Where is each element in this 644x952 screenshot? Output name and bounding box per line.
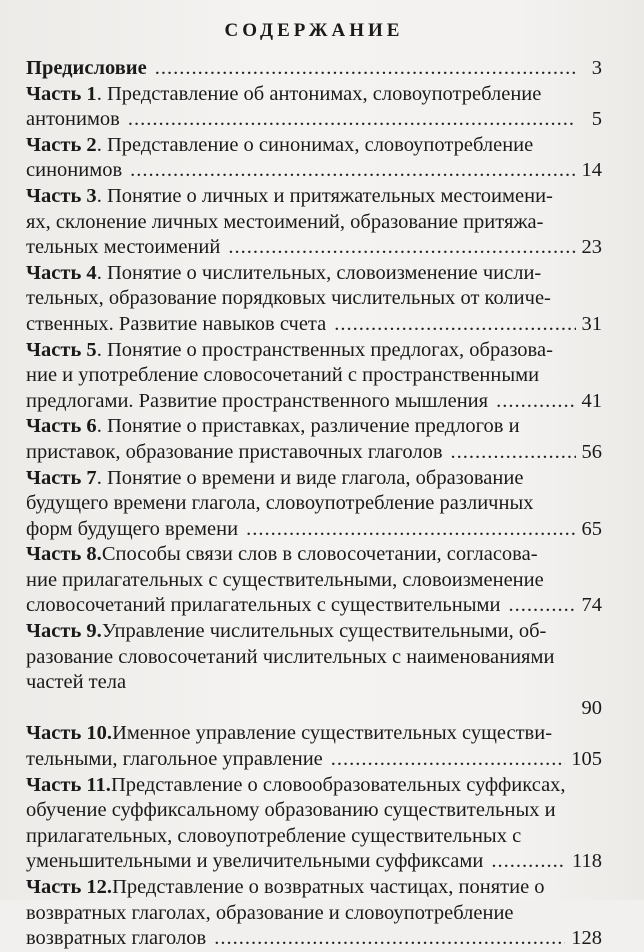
leader-dots (246, 517, 575, 543)
entry-text: . Понятие о пространственных предлогах, образова- (96, 338, 553, 361)
page-number: 90 (581, 696, 602, 719)
entry-text: Представление о возвратных частицах, понятие о (112, 876, 545, 898)
entry-text: . Понятие о личных и притяжательных местоимени- (96, 184, 553, 207)
entry-heading: Часть 7 (26, 466, 97, 489)
entry-heading: Предисловие (26, 57, 147, 79)
entry-text: синонимов (26, 159, 123, 182)
entry-text: . Представление об антонимах, словоупотребление (96, 82, 542, 105)
page-number: 74 (581, 594, 602, 617)
entry-text: возвратных глаголах, образование и словоупотребление (26, 901, 514, 924)
toc-entry-part-2 (26, 133, 602, 184)
entry-heading: Часть 2 (26, 133, 97, 156)
leader-dots (491, 849, 566, 875)
entry-text: предлогами. Развитие пространственного мышления (26, 389, 489, 412)
entry-text: Именное управление существительных существи- (112, 722, 553, 745)
table-of-contents (26, 16, 602, 952)
page-number: 23 (581, 236, 602, 259)
entry-text: Представление о словообразовательных суффиксах, (110, 773, 566, 796)
entry-heading: Часть 6 (26, 415, 97, 438)
entry-text: словосочетаний прилагательных с существительными (26, 594, 501, 617)
toc-entry-part-12 (26, 875, 602, 952)
page-number: 41 (581, 389, 602, 412)
entry-text: . Представление о синонимах, словоупотребление (96, 133, 534, 156)
leader-dots (130, 158, 575, 184)
leader-dots (334, 312, 575, 338)
toc-entry-part-8 (26, 542, 602, 619)
entry-text: ние и употребление словосочетаний с пространственными (26, 364, 540, 387)
page-number: 56 (581, 440, 602, 463)
leader-dots (128, 107, 576, 133)
entry-text: форм будущего времени (26, 517, 239, 540)
entry-text: разование словосочетаний числительных с наименованиями (26, 645, 555, 668)
entry-text: возвратных глаголов (26, 927, 207, 950)
page-number: 14 (581, 159, 602, 182)
leader-dots (214, 926, 565, 952)
toc-entry-part-5 (26, 338, 602, 415)
entry-text: будущего времени глагола, словоупотребление различных (26, 492, 534, 515)
entry-heading: Часть 12. (26, 876, 113, 898)
entry-text: . Понятие о числительных, словоизменение числи- (96, 261, 542, 284)
leader-dots (508, 593, 575, 619)
entry-text: частей тела (26, 671, 127, 694)
leader-dots (496, 389, 575, 415)
toc-entry-preface (26, 56, 602, 82)
entry-text: тельными, глагольное управление (26, 748, 323, 771)
entry-heading: Часть 9. (26, 620, 102, 643)
page-number: 3 (591, 57, 602, 79)
toc-entry-part-1 (26, 82, 602, 133)
entry-heading: Часть 1 (26, 82, 97, 105)
page-number: 105 (571, 748, 602, 771)
toc-entry-part-10 (26, 721, 602, 772)
entry-heading: Часть 8. (26, 543, 102, 566)
entry-text: Способы связи слов в словосочетании, согласова- (101, 543, 538, 566)
entry-text: тельных, образование порядковых числительных от количе- (26, 287, 551, 310)
entry-heading: Часть 11. (26, 773, 111, 796)
entry-text: прилагательных, словоупотребление существительных с (26, 824, 522, 847)
page-number: 65 (581, 517, 602, 540)
entry-heading: Часть 10. (26, 722, 113, 745)
entry-text: ственных. Развитие навыков счета (26, 312, 327, 335)
page-number: 118 (572, 850, 602, 873)
entry-text: тельных местоимений (26, 236, 221, 259)
entry-text: . Понятие о времени и виде глагола, образование (96, 466, 524, 489)
entry-heading: Часть 3 (26, 184, 97, 207)
leader-dots (155, 56, 576, 82)
entry-text: . Понятие о приставках, различение предлогов и (96, 415, 520, 438)
toc-entry-part-9 (26, 619, 602, 721)
entry-text: антонимов (26, 108, 120, 131)
leader-dots (451, 440, 576, 466)
toc-entry-part-3 (26, 184, 602, 261)
entry-text: ях, склонение личных местоимений, образование притяжа- (26, 210, 544, 233)
toc-entry-part-6 (26, 414, 602, 465)
toc-entry-part-7 (26, 466, 602, 543)
toc-entry-part-4 (26, 261, 602, 338)
entry-text: Управление числительных существительными, об- (101, 620, 547, 643)
leader-dots (331, 747, 565, 773)
entry-text: уменьшительными и увеличительными суффиксами (26, 850, 484, 873)
page-number: 5 (591, 108, 602, 131)
page-title: СОДЕРЖАНИЕ (224, 20, 404, 41)
entry-text: ние прилагательных с существительными, словоизменение (26, 568, 544, 591)
entry-heading: Часть 5 (26, 338, 97, 361)
toc-entry-part-11 (26, 773, 602, 875)
page-number: 128 (571, 927, 602, 950)
entry-text: обучение суффиксальному образованию существительных и (26, 799, 556, 822)
entry-text: приставок, образование приставочных глаголов (26, 440, 443, 463)
entry-heading: Часть 4 (26, 261, 97, 284)
page-number: 31 (581, 312, 602, 335)
leader-dots (228, 235, 575, 261)
